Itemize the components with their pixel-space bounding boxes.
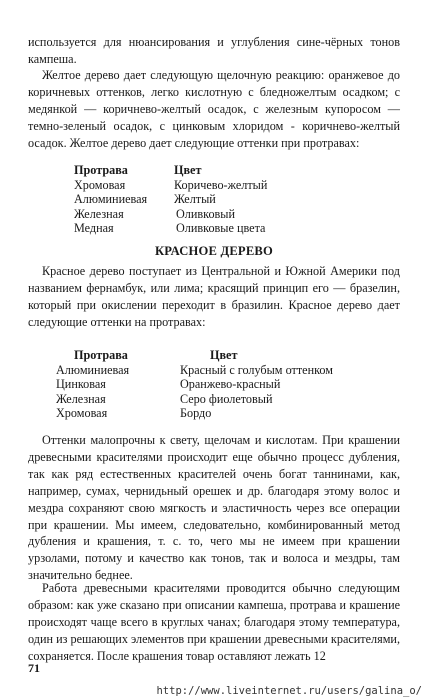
paragraph-tone-durability: Оттенки малопрочны к свету, щелочам и кислотам. При крашении древесными красителями происходит еще обычно процесс дубления, так как ряд естественных красителей очень богат таннинами, как, например, сумах, чернидьный орешек и др. благодаря этому волос и мездра сохраняют свою мягкость и эластичность через все операции при крашении. Мы имеем, следовательно, комбинированный метод дубления и крашения, т. с. то, чего мы не имеем при крашении урзолами, потому и качество как тонов, так и волоса и мездры, там значительно беднее. [28, 433, 400, 583]
watermark-url: http://www.liveinternet.ru/users/galina_o/ [156, 685, 422, 697]
cell-mordant: Алюминиевая [56, 362, 130, 377]
header-color: Цвет [174, 163, 202, 177]
cell-color: Желтый [174, 192, 216, 207]
cell-mordant: Хромовая [74, 177, 126, 192]
page-number: 71 [28, 661, 40, 675]
cell-mordant: Алюминиевая [74, 192, 148, 207]
header-color: Цвет [210, 348, 238, 362]
table-yellow-wood-mordants [74, 163, 374, 236]
cell-mordant: Железная [74, 206, 124, 221]
paragraph-dyeing-procedure: Работа древесными красителями проводится обычно следующим образом: как уже сказано при описании кампеша, протрава и крашение происходят чаще всего в круглых чанах; благодаря этому температура, один из решающих элементов при крашении древесными красителями, сохраняется. После крашения товар оставляют лежать 12 [28, 581, 400, 663]
table-row [74, 192, 374, 207]
cell-color: Оранжево-красный [180, 377, 281, 392]
paragraph-intro: используется для нюансирования и углубления сине-чёрных тонов кампеша. [28, 35, 400, 66]
table-red-wood-mordants [56, 348, 386, 421]
cell-color: Красный с голубым оттенком [180, 362, 333, 377]
cell-color: Оливковые цвета [176, 221, 266, 236]
table-header-row [56, 348, 386, 363]
cell-color: Бордо [180, 406, 212, 421]
cell-color: Оливковый [176, 206, 236, 221]
cell-color: Серо фиолетовый [180, 391, 273, 406]
section-heading-red-wood: КРАСНОЕ ДЕРЕВО [154, 244, 274, 258]
table-row [74, 178, 374, 193]
header-mordant: Протрава [74, 348, 128, 362]
table-row [56, 392, 386, 407]
cell-mordant: Хромовая [56, 406, 108, 421]
cell-color: Коричево-желтый [174, 177, 268, 192]
cell-mordant: Железная [56, 391, 106, 406]
cell-mordant: Цинковая [56, 377, 106, 392]
paragraph-red-wood: Красное дерево поступает из Центральной и Южной Америки под названием фернамбук, или лима; красящий принцип его — бразелин, который при окислении переходит в бразилин. Красное дерево дает следующие оттенки на протравах: [28, 264, 400, 329]
table-row [56, 363, 386, 378]
table-row [74, 207, 374, 222]
table-row [74, 221, 374, 236]
paragraph-yellow-wood-reaction: Желтое дерево дает следующую щелочную реакцию: оранжевое до коричневых оттенков, легко кислотную с бледножелтым осадком; с медянкой — коричнево-желтый осадок, с железным купоросом — темно-зеленый осадок, с цинковым хлоридом - коричнево-желтый осадок. Желтое дерево дает следующие оттенки при протравах: [28, 68, 400, 150]
table-row [56, 377, 386, 392]
header-mordant: Протрава [74, 163, 128, 177]
table-header-row [74, 163, 374, 178]
table-row [56, 406, 386, 421]
cell-mordant: Медная [74, 221, 114, 236]
